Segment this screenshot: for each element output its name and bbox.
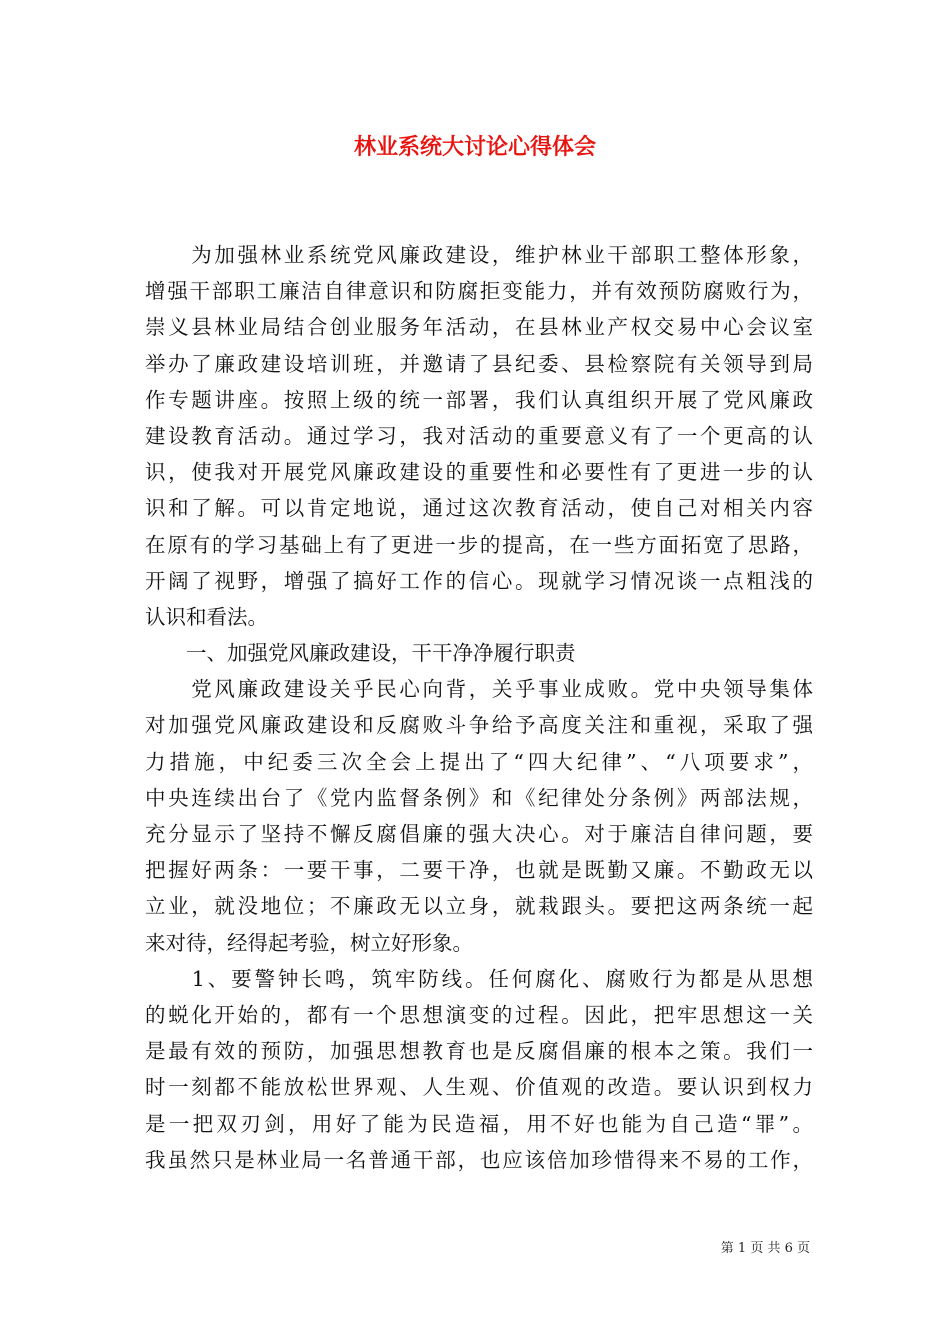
- text-line: 开阔了视野，增强了搞好工作的信心。现就学习情况谈一点粗浅的: [145, 568, 813, 593]
- text-line: 举办了廉政建设培训班，并邀请了县纪委、县检察院有关领导到局: [145, 351, 813, 376]
- text-line: 充分显示了坚持不懈反腐倡廉的强大决心。对于廉洁自律问题，要: [145, 822, 813, 846]
- text-line: 来对待，经得起考验，树立好形象。: [145, 930, 473, 955]
- text-line: 是一把双刃剑，用好了能为民造福，用不好也能为自己造“罪”。: [145, 1111, 813, 1136]
- text-line: 中央连续出台了《党内监督条例》和《纪律处分条例》两部法规，: [145, 785, 813, 810]
- text-line: 立业，就没地位；不廉政无以立身，就栽跟头。要把这两条统一起: [145, 894, 813, 919]
- text-line: 认识和看法。: [145, 604, 268, 629]
- document-body: [145, 237, 813, 1178]
- text-line: 时一刻都不能放松世界观、人生观、价值观的改造。要认识到权力: [145, 1075, 813, 1100]
- text-line: 1、要警钟长鸣，筑牢防线。任何腐化、腐败行为都是从思想: [145, 966, 813, 991]
- text-line: 力措施，中纪委三次全会上提出了“四大纪律”、“八项要求”，: [145, 749, 813, 774]
- text-line: 在原有的学习基础上有了更进一步的提高，在一些方面拓宽了思路，: [145, 532, 813, 557]
- document-title: 林业系统大讨论心得体会: [353, 134, 596, 160]
- text-line: 的蜕化开始的，都有一个思想演变的过程。因此，把牢思想这一关: [145, 1002, 813, 1027]
- text-line: 识和了解。可以肯定地说，通过这次教育活动，使自己对相关内容: [145, 496, 813, 521]
- text-line: 一、加强党风廉政建设，干干净净履行职责: [145, 641, 576, 666]
- text-line: 建设教育活动。通过学习，我对活动的重要意义有了一个更高的认: [145, 423, 813, 448]
- text-line: 增强干部职工廉洁自律意识和防腐拒变能力，并有效预防腐败行为，: [145, 279, 813, 304]
- text-line: 为加强林业系统党风廉政建设，维护林业干部职工整体形象，: [145, 243, 813, 267]
- text-line: 对加强党风廉政建设和反腐败斗争给予高度关注和重视，采取了强: [145, 713, 813, 738]
- text-line: 作专题讲座。按照上级的统一部署，我们认真组织开展了党风廉政: [145, 387, 813, 412]
- text-line: 党风廉政建设关乎民心向背，关乎事业成败。党中央领导集体: [145, 677, 813, 702]
- text-line: 把握好两条：一要干事，二要干净，也就是既勤又廉。不勤政无以: [145, 858, 813, 883]
- text-line: 我虽然只是林业局一名普通干部，也应该倍加珍惜得来不易的工作，: [145, 1147, 813, 1172]
- text-line: 识，使我对开展党风廉政建设的重要性和必要性有了更进一步的认: [145, 460, 813, 485]
- text-line: 崇义县林业局结合创业服务年活动，在县林业产权交易中心会议室: [145, 315, 813, 340]
- page-number: 第 1 页 共 6 页: [720, 1241, 810, 1256]
- text-line: 是最有效的预防，加强思想教育也是反腐倡廉的根本之策。我们一: [145, 1039, 813, 1064]
